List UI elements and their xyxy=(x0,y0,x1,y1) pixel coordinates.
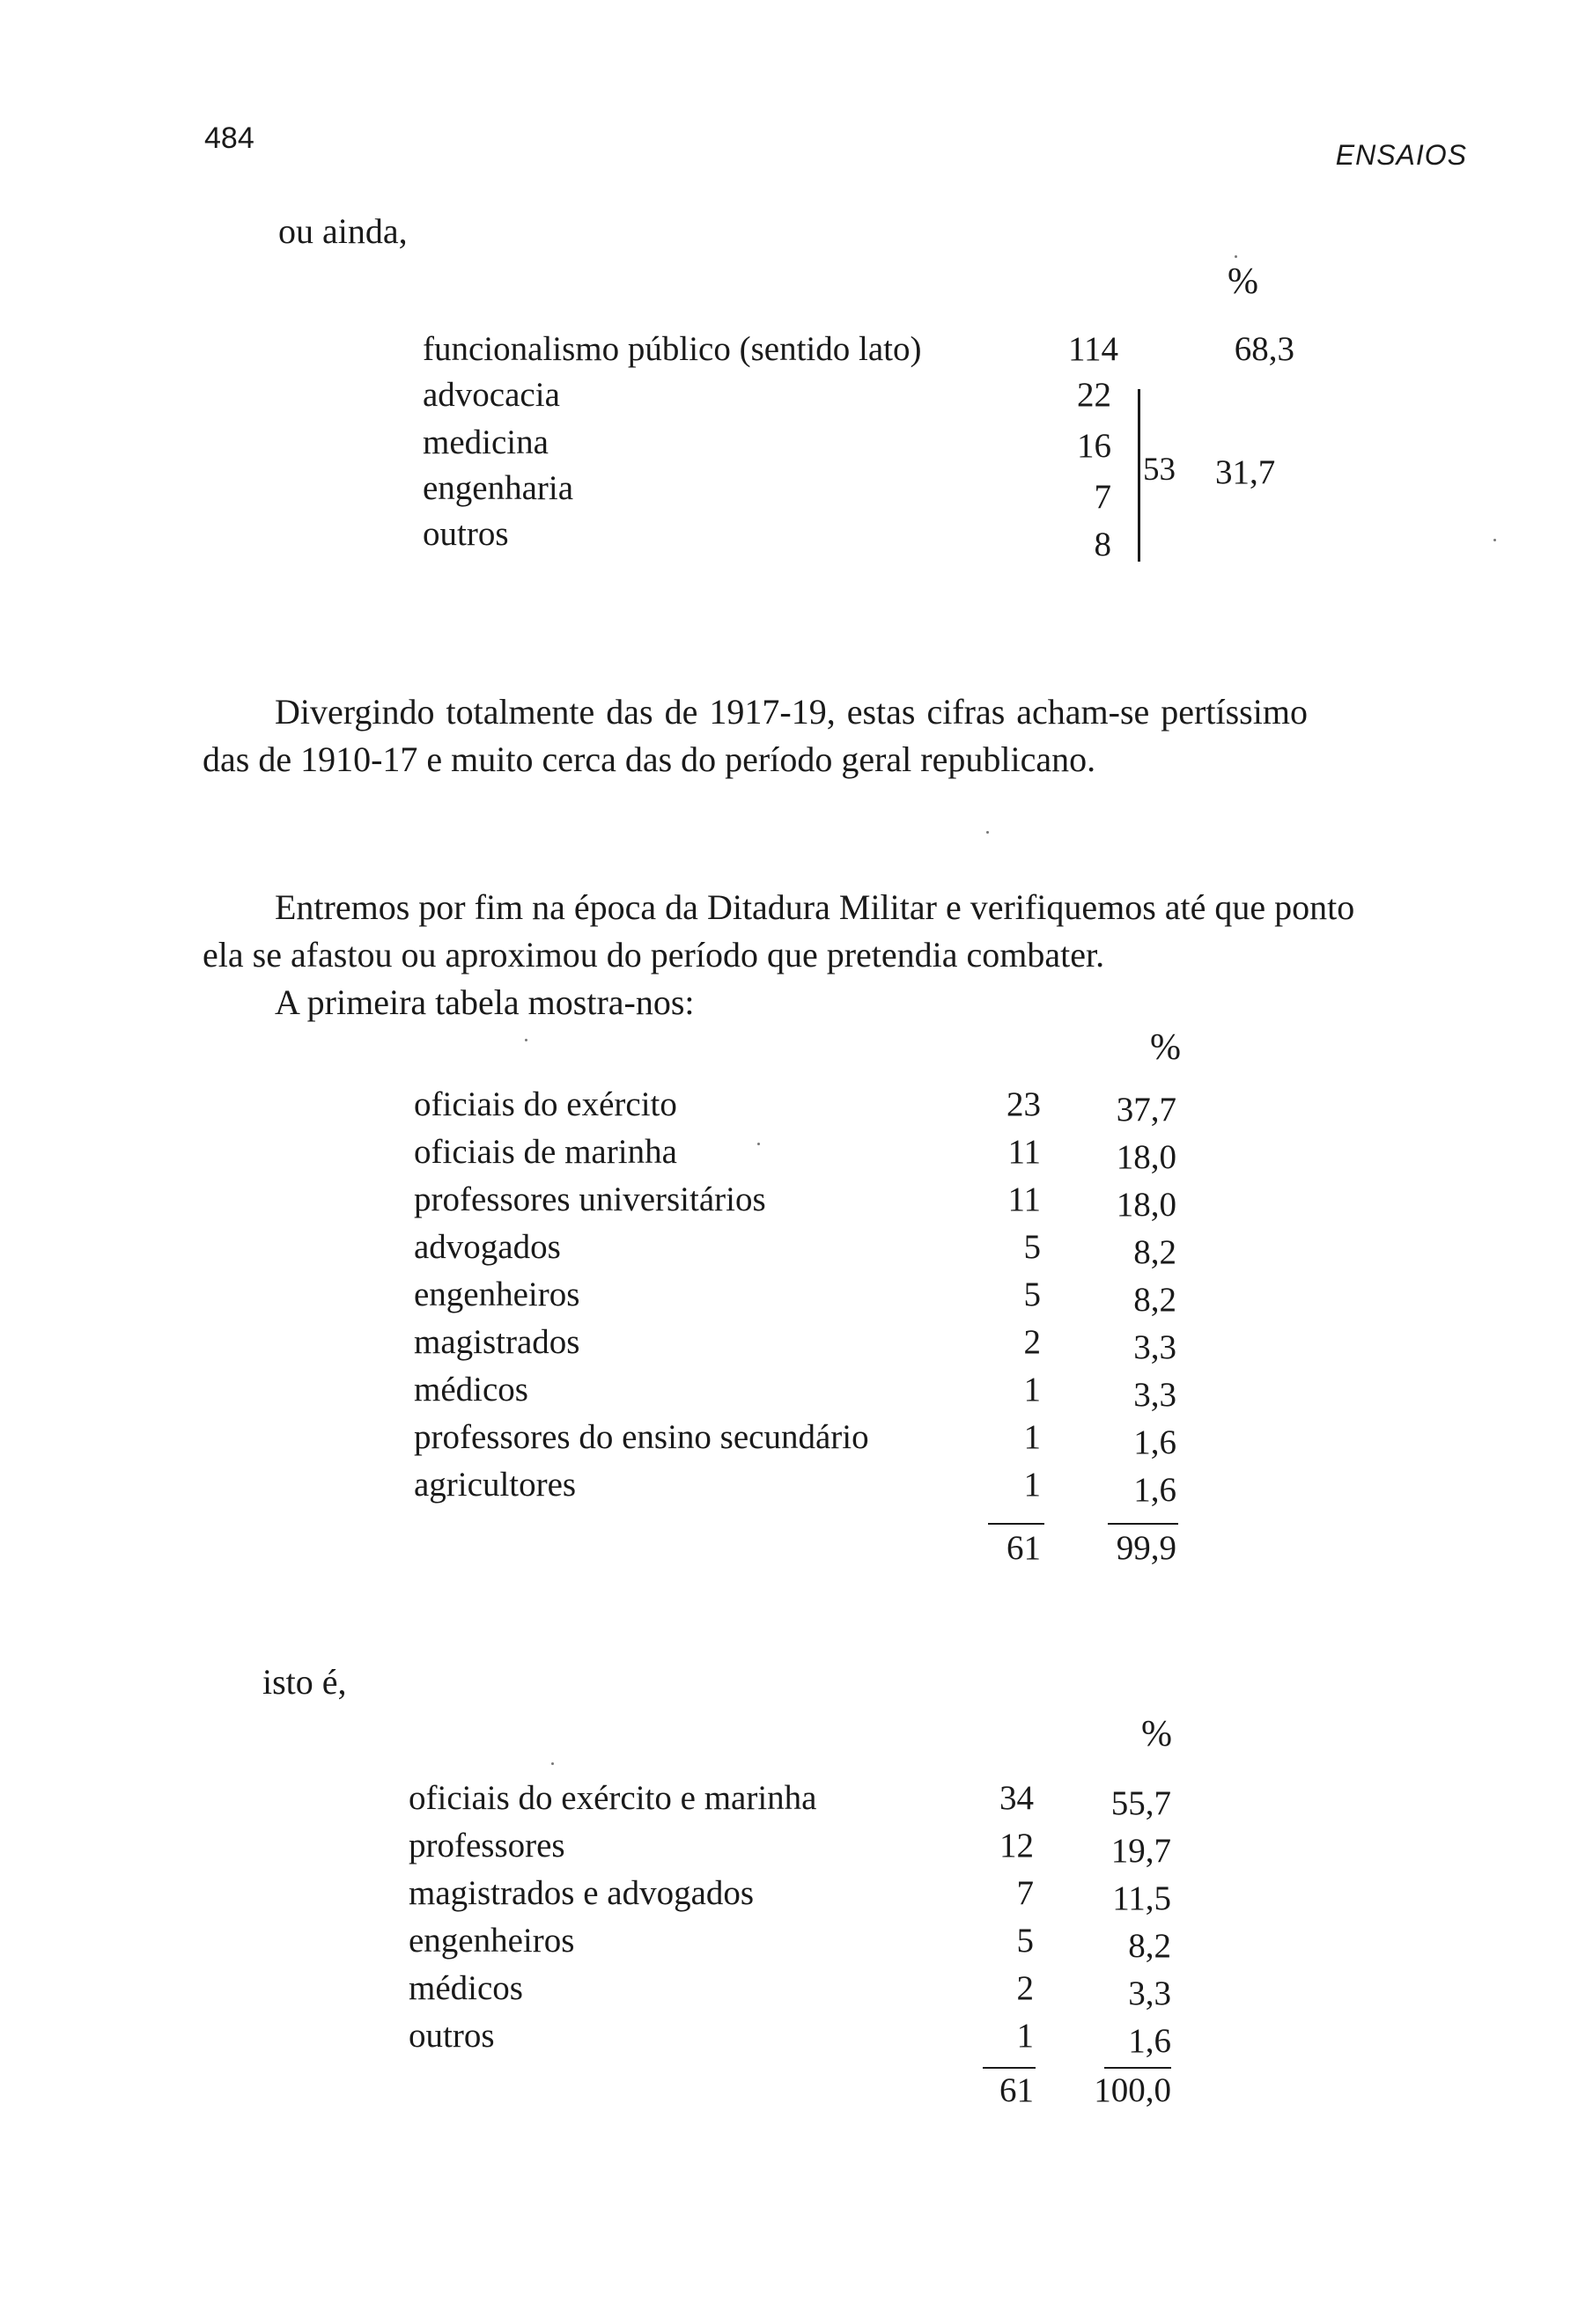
row-count: 7 xyxy=(1094,478,1111,516)
total-rule xyxy=(1108,1523,1178,1525)
scan-speck xyxy=(986,831,989,834)
row-count: 34 xyxy=(999,1779,1034,1817)
intro-text-isto-e: isto é, xyxy=(262,1662,347,1702)
row-percent: 3,3 xyxy=(1133,1328,1176,1366)
row-label: engenheiros xyxy=(414,1276,580,1313)
row-label: engenheiros xyxy=(409,1922,575,1960)
row-percent: 1,6 xyxy=(1133,1423,1176,1461)
paragraph-divergindo xyxy=(203,688,1479,783)
paragraph-entremos xyxy=(203,884,1479,1026)
scan-speck xyxy=(757,1143,760,1145)
row-count: 11 xyxy=(1007,1133,1041,1171)
row-percent: 8,2 xyxy=(1133,1233,1176,1271)
total-percent: 100,0 xyxy=(1094,2071,1171,2109)
row-percent: 55,7 xyxy=(1110,1784,1171,1822)
table-row xyxy=(409,1968,1289,2016)
row-count: 1 xyxy=(1016,2017,1034,2055)
running-head: ENSAIOS xyxy=(1335,139,1467,171)
scan-speck xyxy=(525,1039,527,1041)
row-percent: 8,2 xyxy=(1128,1927,1171,1965)
row-percent: 18,0 xyxy=(1116,1186,1176,1224)
paragraph-line: das de 1910-17 e muito cerca das do período geral republicano. xyxy=(203,739,1096,779)
row-count: 11 xyxy=(1007,1180,1041,1218)
row-percent: 11,5 xyxy=(1112,1879,1171,1917)
row-label: professores xyxy=(409,1827,565,1864)
row-label: advogados xyxy=(414,1228,561,1266)
row-label: magistrados xyxy=(414,1323,580,1361)
row-label: advocacia xyxy=(423,376,560,414)
row-count: 16 xyxy=(1077,427,1111,465)
total-rule xyxy=(988,1523,1044,1525)
row-count: 5 xyxy=(1023,1276,1041,1313)
table-row xyxy=(414,1227,1294,1275)
row-label: médicos xyxy=(414,1371,528,1408)
table-row xyxy=(414,1465,1294,1512)
group-percent: 31,7 xyxy=(1215,453,1276,491)
row-count: 23 xyxy=(1007,1085,1041,1123)
row-label: oficiais de marinha xyxy=(414,1133,677,1171)
table-row xyxy=(423,375,1303,423)
table-row xyxy=(414,1275,1294,1322)
table-row xyxy=(414,1085,1294,1132)
row-label: outros xyxy=(409,2017,495,2055)
row-percent: 8,2 xyxy=(1133,1281,1176,1319)
paragraph-line: ela se afastou ou aproximou do período que pretendia combater. xyxy=(203,935,1105,974)
row-percent: 68,3 xyxy=(1234,330,1294,368)
row-label: outros xyxy=(423,515,509,553)
row-count: 1 xyxy=(1023,1371,1041,1408)
table-row xyxy=(409,1921,1289,1968)
total-percent: 99,9 xyxy=(1116,1529,1176,1567)
row-label: agricultores xyxy=(414,1466,577,1504)
percent-header: % xyxy=(1150,1027,1181,1068)
row-percent: 19,7 xyxy=(1110,1832,1171,1870)
row-count: 5 xyxy=(1023,1228,1041,1266)
row-label: engenharia xyxy=(423,469,574,507)
table-row xyxy=(423,329,1303,377)
row-label: professores universitários xyxy=(414,1180,766,1218)
table-row xyxy=(409,1778,1289,1826)
row-count: 1 xyxy=(1023,1418,1041,1456)
table-row xyxy=(414,1180,1294,1227)
row-count: 2 xyxy=(1016,1969,1034,2007)
row-percent: 37,7 xyxy=(1116,1091,1176,1129)
row-count: 114 xyxy=(1067,330,1118,368)
table-military-dictatorship xyxy=(414,1026,1294,1581)
bracket-line xyxy=(1138,389,1140,562)
scan-speck xyxy=(1493,539,1496,541)
row-label: magistrados e advogados xyxy=(409,1874,755,1912)
row-percent: 3,3 xyxy=(1128,1975,1171,2012)
total-count: 61 xyxy=(1007,1529,1041,1567)
table-row xyxy=(414,1132,1294,1180)
table-row xyxy=(409,2016,1289,2063)
table-grouped-professions xyxy=(409,1713,1289,2127)
row-count: 8 xyxy=(1094,526,1111,563)
row-count: 5 xyxy=(1016,1922,1034,1960)
total-rule xyxy=(983,2067,1036,2069)
row-percent: 1,6 xyxy=(1128,2022,1171,2060)
group-total: 53 xyxy=(1143,452,1176,488)
table-total-row xyxy=(409,2070,1289,2118)
percent-header: % xyxy=(1228,261,1258,302)
total-count: 61 xyxy=(999,2071,1034,2109)
row-percent: 18,0 xyxy=(1116,1138,1176,1176)
row-percent: 3,3 xyxy=(1133,1376,1176,1414)
table-functionalism xyxy=(423,261,1303,577)
row-count: 22 xyxy=(1077,376,1111,414)
paragraph-line: A primeira tabela mostra-nos: xyxy=(275,982,695,1022)
paragraph-line: Entremos por fim na época da Ditadura Militar e verifiquemos até que ponto xyxy=(275,887,1355,927)
scan-speck xyxy=(1235,255,1237,258)
table-total-row xyxy=(414,1528,1294,1576)
page-number: 484 xyxy=(204,121,254,155)
table-row xyxy=(414,1370,1294,1417)
row-count: 12 xyxy=(999,1827,1034,1864)
row-label: professores do ensino secundário xyxy=(414,1418,869,1456)
table-row xyxy=(409,1873,1289,1921)
row-count: 1 xyxy=(1023,1466,1041,1504)
paragraph-line: Divergindo totalmente das de 1917-19, estas cifras acham-se pertíssimo xyxy=(275,692,1308,732)
row-count: 7 xyxy=(1016,1874,1034,1912)
table-row xyxy=(414,1417,1294,1465)
row-label: medicina xyxy=(423,423,549,461)
table-row xyxy=(414,1322,1294,1370)
table-row xyxy=(423,514,1303,562)
row-label: funcionalismo público (sentido lato) xyxy=(423,330,922,368)
row-label: oficiais do exército e marinha xyxy=(409,1779,817,1817)
percent-header: % xyxy=(1141,1714,1172,1754)
row-label: médicos xyxy=(409,1969,523,2007)
row-percent: 1,6 xyxy=(1133,1471,1176,1509)
total-rule xyxy=(1104,2067,1171,2069)
row-count: 2 xyxy=(1023,1323,1041,1361)
intro-text-ou-ainda: ou ainda, xyxy=(278,211,408,251)
scan-speck xyxy=(551,1762,554,1765)
table-row xyxy=(409,1826,1289,1873)
row-label: oficiais do exército xyxy=(414,1085,677,1123)
